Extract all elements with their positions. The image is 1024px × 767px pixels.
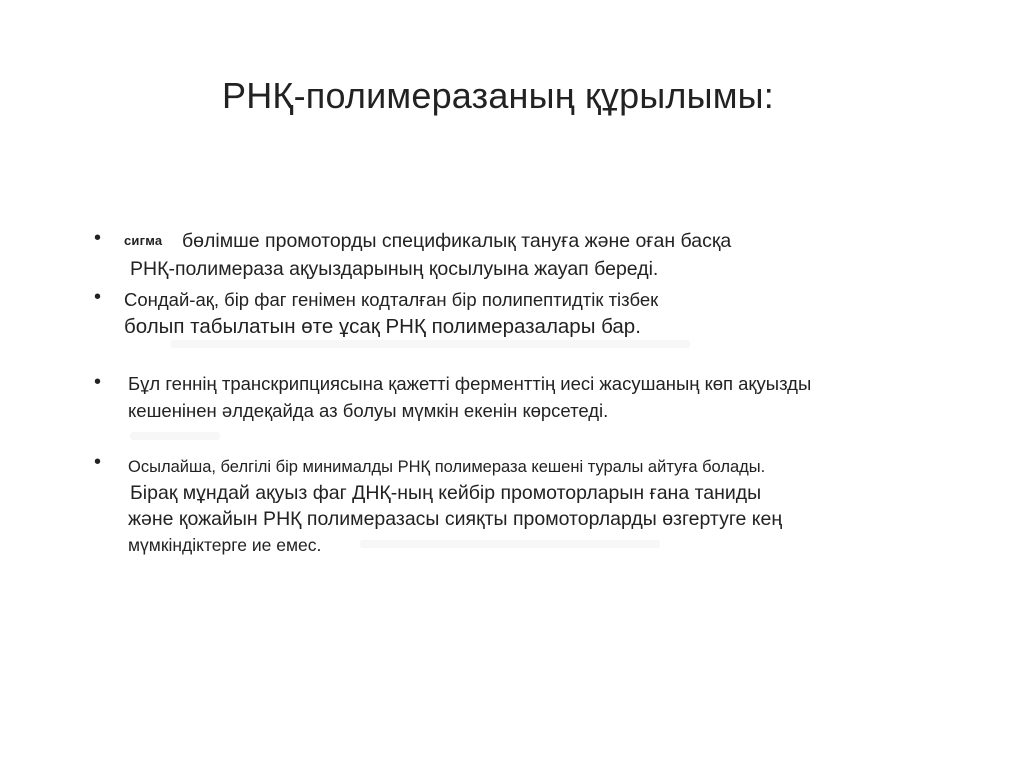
bullet-3-line-1: Бұл геннің транскрипциясына қажетті ферменттің иесі жасушаның көп ақуызды [128, 373, 812, 394]
background-artifact [170, 340, 690, 348]
bullet-4-line-1: Осылайша, белгілі бір минималды РНҚ полимераза кешені туралы айтуға болады. [128, 458, 766, 476]
bullet-item-2 [124, 286, 658, 340]
bullet-1-line-1 [124, 228, 731, 256]
background-artifact [130, 432, 220, 440]
bullet-marker: • [94, 451, 102, 473]
bullet-item-4 [128, 454, 782, 558]
bullet-1-line-2: РНҚ-полимераза ақуыздарының қосылуына жауап береді. [130, 258, 659, 280]
sigma-label: сигма [124, 233, 163, 248]
bullet-2-line-2: болып табылатын өте ұсақ РНҚ полимеразалары бар. [124, 315, 641, 338]
bullet-marker: • [94, 227, 102, 249]
bullet-4-line-2: Бірақ мұндай ақуыз фаг ДНҚ-ның кейбір промоторларын ғана таниды [130, 482, 762, 504]
bullet-item-1 [124, 228, 731, 282]
bullet-marker: • [94, 286, 102, 308]
bullet-1-line-1-text: бөлімше промоторды спецификалық тануға және оған басқа [182, 230, 732, 252]
bullet-4-line-3: және қожайын РНҚ полимеразасы сияқты промоторларды өзгертуге кең [128, 508, 783, 530]
bullet-marker: • [94, 371, 102, 393]
bullet-3-line-2: кешенінен әлдеқайда аз болуы мүмкін екенін көрсетеді. [128, 400, 609, 421]
bullet-item-3 [128, 370, 811, 424]
slide-title: РНҚ-полимеразаның құрылымы: [222, 75, 774, 116]
bullet-2-line-1: Сондай-ақ, бір фаг генімен кодталған бір полипептидтік тізбек [124, 289, 659, 310]
bullet-4-line-4: мүмкіндіктерге ие емес. [128, 535, 322, 555]
